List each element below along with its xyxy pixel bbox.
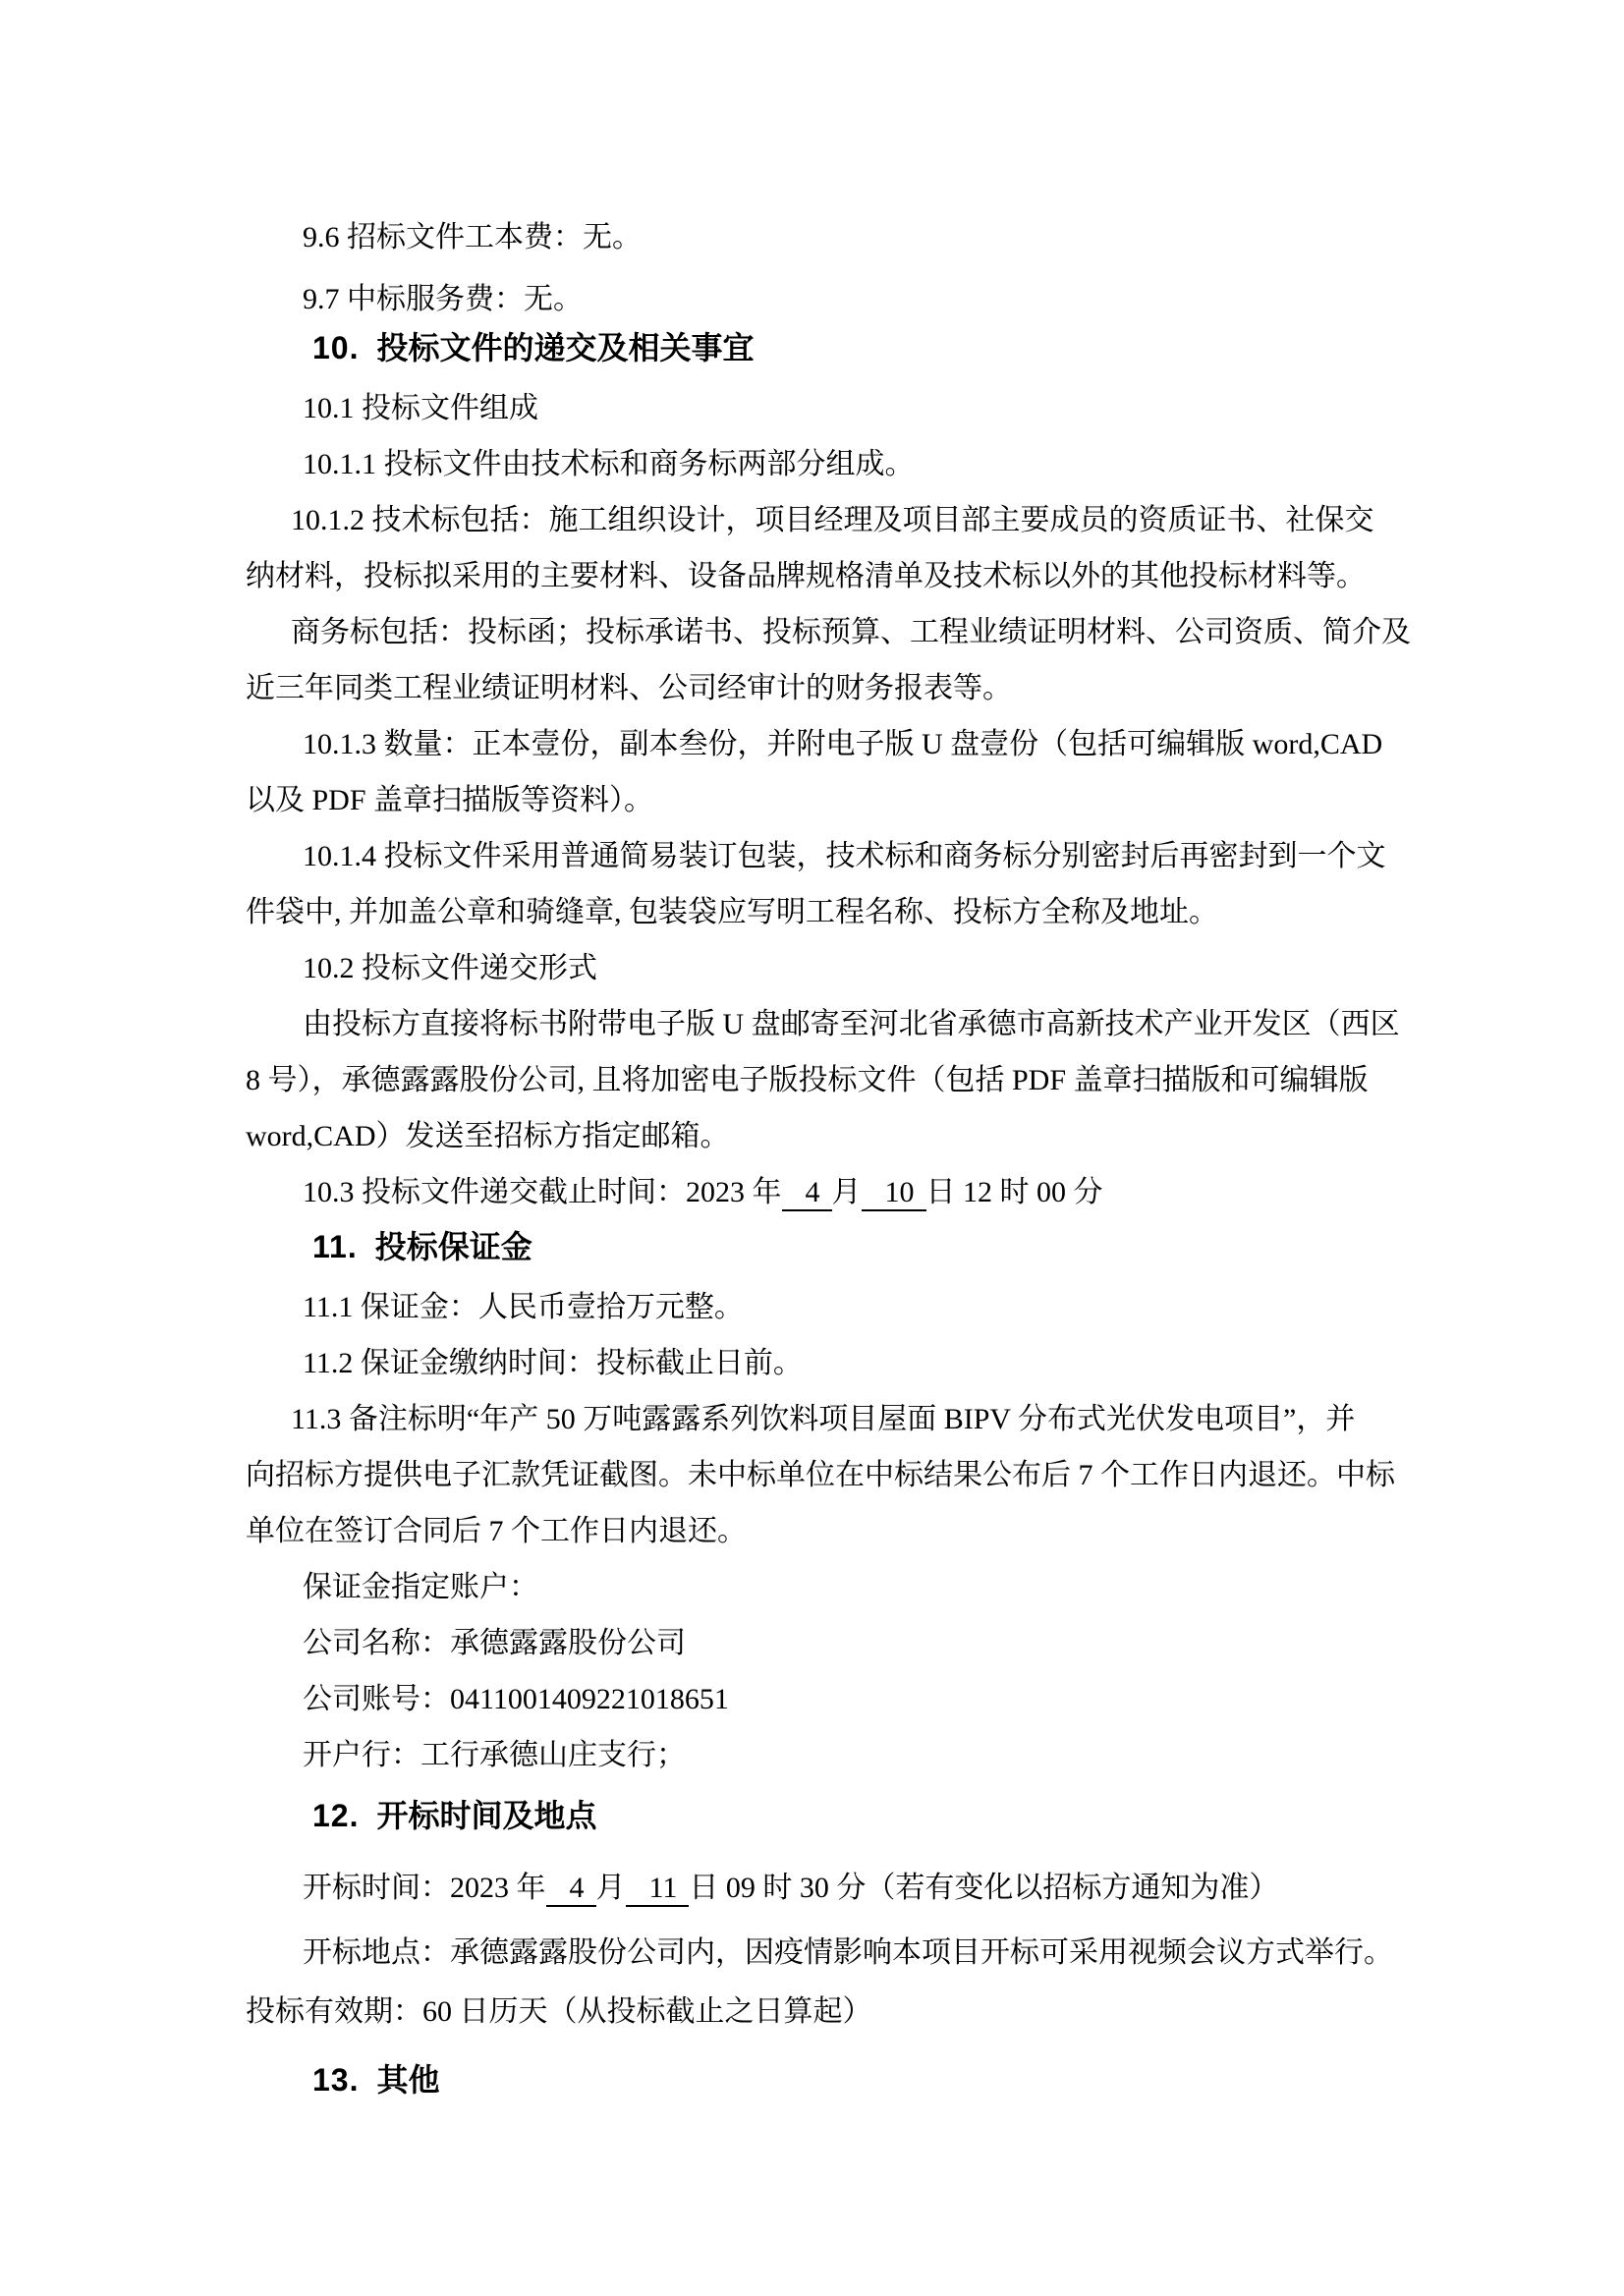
- text-line: [303, 436, 1624, 492]
- section-heading: [312, 1214, 1624, 1279]
- text-run: 10.3 投标文件递交截止时间：2023 年: [303, 1176, 782, 1208]
- text-run: 投标有效期：60 日历天（从投标截止之日算起）: [246, 1995, 872, 2028]
- text-line: [303, 716, 1624, 772]
- fill-in-underline: 11: [626, 1872, 690, 1907]
- text-run: 10.1.1 投标文件由技术标和商务标两部分组成。: [303, 448, 915, 480]
- text-run: 公司账号：0411001409221018651: [303, 1683, 729, 1715]
- text-run: 开标时间：2023 年: [303, 1872, 546, 1904]
- text-run: 近三年同类工程业绩证明材料、公司经审计的财务报表等。: [246, 672, 1012, 704]
- text-line: [303, 1727, 1624, 1783]
- text-run: 10.1.3 数量：正本壹份，副本叁份，并附电子版 U 盘壹份（包括可编辑版 word,CAD: [303, 728, 1383, 760]
- text-run: 日 09 时 30 分（若有变化以招标方通知为准）: [689, 1872, 1279, 1904]
- text-run: word,CAD）发送至招标方指定邮箱。: [246, 1120, 730, 1152]
- text-run: 开标地点：承德露露股份公司内，因疫情影响本项目开标可采用视频会议方式举行。: [303, 1936, 1393, 1969]
- heading-title: 投标保证金: [374, 1229, 532, 1264]
- text-line: [246, 1447, 1624, 1503]
- text-line: [303, 996, 1624, 1052]
- text-run: 商务标包括：投标函；投标承诺书、投标预算、工程业绩证明材料、公司资质、简介及: [291, 616, 1411, 648]
- heading-title: 开标时间及地点: [376, 1798, 597, 1833]
- section-heading: [312, 2047, 1624, 2112]
- text-line: [303, 1860, 1624, 1916]
- text-run: 月: [831, 1176, 862, 1208]
- fill-in-underline: 4: [546, 1872, 596, 1907]
- text-line: [246, 1984, 1624, 2040]
- fill-in-underline: 10: [862, 1176, 926, 1211]
- text-line: [291, 492, 1624, 548]
- text-line: [246, 772, 1624, 828]
- text-run: 向招标方提供电子汇款凭证截图。未中标单位在中标结果公布后 7 个工作日内退还。中标: [246, 1459, 1395, 1491]
- text-line: [303, 828, 1624, 884]
- text-line: [303, 940, 1624, 996]
- text-line: [303, 1335, 1624, 1391]
- text-run: 11.3 备注标明“年产 50 万吨露露系列饮料项目屋面 BIPV 分布式光伏发电项目”，并: [291, 1403, 1356, 1435]
- text-line: [303, 1615, 1624, 1671]
- text-run: 日 12 时 00 分: [925, 1176, 1103, 1208]
- section-heading: [312, 1783, 1624, 1848]
- text-run: 单位在签订合同后 7 个工作日内退还。: [246, 1515, 747, 1547]
- text-line: [303, 209, 1624, 265]
- text-line: [291, 604, 1624, 660]
- text-run: 11.1 保证金：人民币壹拾万元整。: [303, 1291, 744, 1323]
- text-line: [246, 884, 1624, 940]
- text-run: 8 号），承德露露股份公司, 且将加密电子版投标文件（包括 PDF 盖章扫描版和可编辑版: [246, 1064, 1369, 1096]
- fill-in-underline: 4: [782, 1176, 832, 1211]
- text-line: [246, 1108, 1624, 1164]
- heading-number: 13.: [312, 2062, 360, 2098]
- text-line: [303, 1925, 1624, 1981]
- text-run: 10.1.4 投标文件采用普通简易装订包装，技术标和商务标分别密封后再密封到一个文: [303, 840, 1386, 872]
- text-line: [246, 660, 1624, 716]
- text-run: 10.1.2 技术标包括：施工组织设计，项目经理及项目部主要成员的资质证书、社保交: [291, 504, 1374, 536]
- text-line: [303, 1279, 1624, 1335]
- text-run: 件袋中, 并加盖公章和骑缝章, 包装袋应写明工程名称、投标方全称及地址。: [246, 896, 1218, 928]
- text-run: 公司名称：承德露露股份公司: [303, 1627, 686, 1659]
- text-run: 以及 PDF 盖章扫描版等资料）。: [246, 784, 654, 816]
- text-line: [246, 1503, 1624, 1559]
- text-run: 10.2 投标文件递交形式: [303, 952, 597, 984]
- text-run: 月: [595, 1872, 626, 1904]
- text-run: 由投标方直接将标书附带电子版 U 盘邮寄至河北省承德市高新技术产业开发区（西区: [303, 1008, 1400, 1040]
- text-line: [303, 1559, 1624, 1615]
- text-run: 11.2 保证金缴纳时间：投标截止日前。: [303, 1347, 803, 1379]
- section-heading: [312, 315, 1624, 380]
- text-run: 纳材料，投标拟采用的主要材料、设备品牌规格清单及技术标以外的其他投标材料等。: [246, 560, 1366, 592]
- heading-number: 12.: [312, 1798, 360, 1833]
- text-line: [246, 1052, 1624, 1108]
- text-line: [303, 1164, 1624, 1220]
- text-run: 9.7 中标服务费：无。: [303, 283, 583, 315]
- text-run: 开户行：工行承德山庄支行；: [303, 1739, 686, 1771]
- text-line: [303, 380, 1624, 436]
- text-run: 9.6 招标文件工本费：无。: [303, 221, 642, 253]
- heading-title: 其他: [376, 2062, 440, 2098]
- text-run: 10.1 投标文件组成: [303, 392, 538, 424]
- text-line: [246, 548, 1624, 604]
- heading-number: 11.: [312, 1229, 358, 1264]
- heading-number: 10.: [312, 330, 360, 365]
- text-run: 保证金指定账户：: [303, 1571, 538, 1603]
- text-line: [303, 1671, 1624, 1727]
- heading-title: 投标文件的递交及相关事宜: [376, 330, 755, 365]
- text-line: [291, 1391, 1624, 1447]
